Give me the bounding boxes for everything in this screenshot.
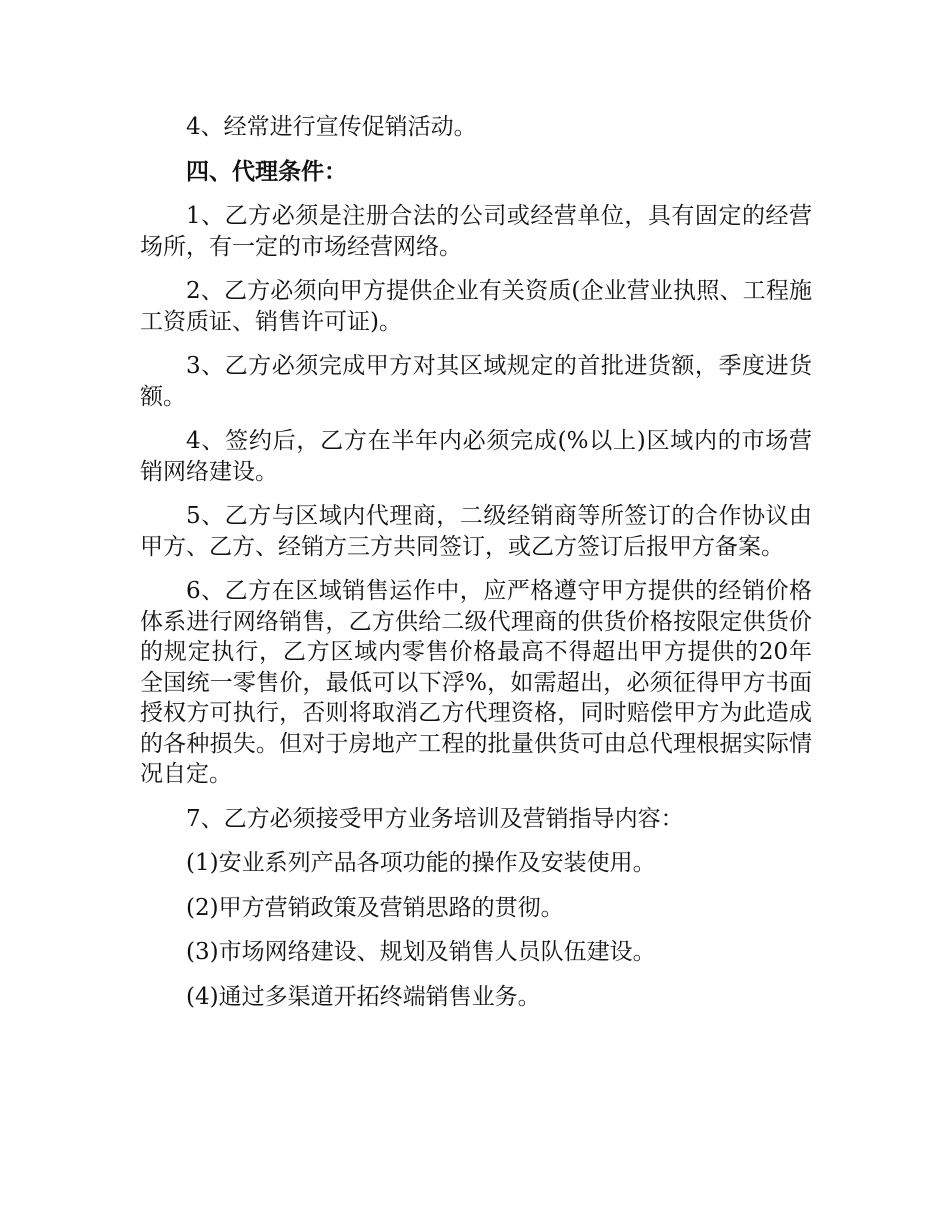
clause-4: 4、签约后，乙方在半年内必须完成(%以上)区域内的市场营销网络建设。 <box>140 428 812 485</box>
clause-5: 5、乙方与区域内代理商，二级经销商等所签订的合作协议由甲方、乙方、经销方三方共同签订，或乙方签订后报甲方备案。 <box>140 503 812 560</box>
clause-7: 7、乙方必须接受甲方业务培训及营销指导内容： <box>186 805 684 832</box>
training-item-2: (2)甲方营销政策及营销思路的贯彻。 <box>186 894 564 921</box>
intro-item: 4、经常进行宣传促销活动。 <box>186 114 477 140</box>
clause-2: 2、乙方必须向甲方提供企业有关资质(企业营业执照、工程施工资质证、销售许可证)。 <box>140 278 812 335</box>
training-item-3: (3)市场网络建设、规划及销售人员队伍建设。 <box>186 939 656 965</box>
clause-3: 3、乙方必须完成甲方对其区域规定的首批进货额，季度进货额。 <box>140 353 812 410</box>
clause-1: 1、乙方必须是注册合法的公司或经营单位，具有固定的经营场所，有一定的市场经营网络。 <box>140 203 812 260</box>
section-heading: 四、代理条件： <box>186 157 347 185</box>
clause-6: 6、乙方在区域销售运作中，应严格遵守甲方提供的经销价格体系进行网络销售，乙方供给二级代理商的供货价格按限定供货价的规定执行，乙方区域内零售价格最高不得超出甲方提供的20年全国统一零售价，最低可以下浮%，如需超出，必须征得甲方书面授权方可执行，否则将取消乙方代理资格，同时赔偿甲方为此造成的各种损失。但对于房地产工程的批量供货可由总代理根据实际情况自定。 <box>140 578 812 787</box>
training-item-4: (4)通过多渠道开拓终端销售业务。 <box>186 983 541 1010</box>
document-body <box>140 112 812 1026</box>
training-item-1: (1)安业系列产品各项功能的操作及安装使用。 <box>186 850 656 876</box>
